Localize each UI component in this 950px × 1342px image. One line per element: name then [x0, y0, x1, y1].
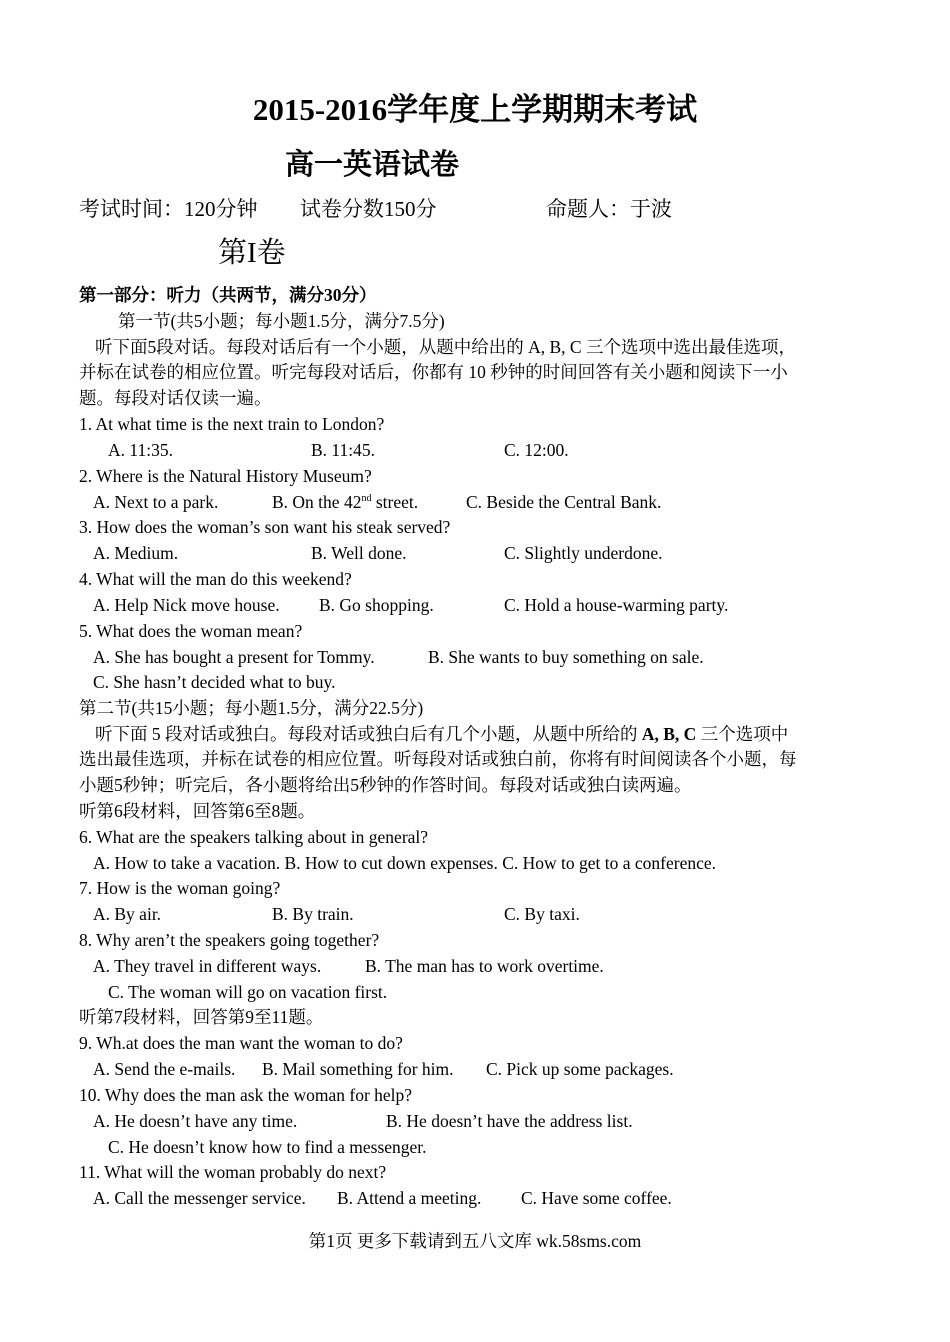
- question-11-option-b: B. Attend a meeting.: [337, 1188, 482, 1208]
- question-3-option-a: A. Medium.: [93, 543, 179, 563]
- question-1-option-c: C. 12:00.: [504, 440, 569, 460]
- question-11-stem: 11. What will the woman probably do next?: [79, 1162, 387, 1182]
- question-11-option-c: C. Have some coffee.: [521, 1188, 672, 1208]
- exam-author: 命题人：于波: [546, 197, 672, 221]
- material-6-heading: 听第6段材料，回答第6至8题。: [79, 801, 316, 821]
- question-3-option-b: B. Well done.: [311, 543, 407, 563]
- section2-instructions-options: A, B, C: [641, 724, 697, 744]
- question-2-option-b-pre: B. On the 42: [272, 492, 362, 512]
- question-5-option-b: B. She wants to buy something on sale.: [428, 647, 704, 667]
- exam-total-score: 试卷分数150分: [300, 197, 437, 221]
- section1-instructions-line2: 并标在试卷的相应位置。听完每段对话后，你都有 10 秒钟的时间回答有关小题和阅读下一小: [79, 362, 788, 382]
- section2-heading: 第二节(共15小题；每小题1.5分，满分22.5分): [79, 698, 424, 718]
- question-8-option-a: A. They travel in different ways.: [93, 956, 322, 976]
- section2-instructions-line1: [95, 723, 788, 745]
- question-2-stem: 2. Where is the Natural History Museum?: [79, 466, 372, 486]
- question-9-option-c: C. Pick up some packages.: [486, 1059, 674, 1079]
- exam-title: 2015-2016学年度上学期期末考试: [252, 92, 698, 127]
- question-7-option-b: B. By train.: [272, 904, 354, 924]
- question-10-option-c: C. He doesn’t know how to find a messenger.: [108, 1137, 427, 1157]
- question-1-option-b: B. 11:45.: [311, 440, 376, 460]
- question-4-option-c: C. Hold a house-warming party.: [504, 595, 729, 615]
- question-2-option-b-post: street.: [371, 492, 419, 512]
- section1-heading: 第一节(共5小题；每小题1.5分，满分7.5分): [118, 311, 445, 331]
- question-5-option-c: C. She hasn’t decided what to buy.: [93, 672, 336, 692]
- page-footer: 第1页 更多下载请到五八文库 wk.58sms.com: [308, 1231, 642, 1251]
- question-1-option-a: A. 11:35.: [108, 440, 173, 460]
- question-4-option-b: B. Go shopping.: [319, 595, 434, 615]
- section2-instructions-line2: 选出最佳选项，并标在试卷的相应位置。听每段对话或独白前，你将有时间阅读各个小题，每: [79, 749, 797, 769]
- ordinal-suffix: nd: [361, 493, 372, 505]
- question-4-option-a: A. Help Nick move house.: [93, 595, 280, 615]
- question-8-stem: 8. Why aren’t the speakers going together?: [79, 930, 380, 950]
- question-7-option-a: A. By air.: [93, 904, 162, 924]
- question-10-option-a: A. He doesn’t have any time.: [93, 1111, 298, 1131]
- question-9-stem: 9. Wh.at does the man want the woman to do?: [79, 1033, 403, 1053]
- question-5-stem: 5. What does the woman mean?: [79, 621, 303, 641]
- question-4-stem: 4. What will the man do this weekend?: [79, 569, 352, 589]
- question-10-option-b: B. He doesn’t have the address list.: [386, 1111, 633, 1131]
- question-2-option-b: [272, 491, 418, 513]
- question-9-option-b: B. Mail something for him.: [262, 1059, 454, 1079]
- exam-time: 考试时间：120分钟: [79, 197, 258, 221]
- question-6-options: A. How to take a vacation. B. How to cut down expenses. C. How to get to a conference.: [93, 853, 717, 873]
- question-3-stem: 3. How does the woman’s son want his steak served?: [79, 517, 451, 537]
- question-2-option-a: A. Next to a park.: [93, 492, 219, 512]
- section2-instructions-line3: 小题5秒钟；听完后，各小题将给出5秒钟的作答时间。每段对话或独白读两遍。: [79, 775, 692, 795]
- material-7-heading: 听第7段材料，回答第9至11题。: [79, 1007, 324, 1027]
- exam-subtitle: 高一英语试卷: [285, 149, 460, 181]
- section2-instructions-line1-start: 听下面 5 段对话或独白。每段对话或独白后有几个小题，从题中所给的: [95, 724, 642, 744]
- question-9-option-a: A. Send the e-mails.: [93, 1059, 236, 1079]
- question-5-option-a: A. She has bought a present for Tommy.: [93, 647, 375, 667]
- question-7-option-c: C. By taxi.: [504, 904, 580, 924]
- question-2-option-c: C. Beside the Central Bank.: [466, 492, 662, 512]
- section2-instructions-line1-end: 三个选项中: [696, 724, 789, 744]
- section1-instructions-line3: 题。每段对话仅读一遍。: [79, 388, 272, 408]
- question-3-option-c: C. Slightly underdone.: [504, 543, 663, 563]
- part1-heading: 第一部分：听力（共两节，满分30分）: [79, 285, 377, 305]
- question-10-stem: 10. Why does the man ask the woman for help?: [79, 1085, 413, 1105]
- question-8-option-b: B. The man has to work overtime.: [365, 956, 604, 976]
- question-8-option-c: C. The woman will go on vacation first.: [108, 982, 388, 1002]
- volume-heading: 第I卷: [218, 237, 286, 269]
- question-7-stem: 7. How is the woman going?: [79, 878, 281, 898]
- question-11-option-a: A. Call the messenger service.: [93, 1188, 306, 1208]
- section1-instructions-line1: 听下面5段对话。每段对话后有一个小题，从题中给出的 A, B, C 三个选项中选出最佳选项，: [95, 337, 796, 357]
- question-6-stem: 6. What are the speakers talking about in general?: [79, 827, 429, 847]
- question-1-stem: 1. At what time is the next train to London?: [79, 414, 385, 434]
